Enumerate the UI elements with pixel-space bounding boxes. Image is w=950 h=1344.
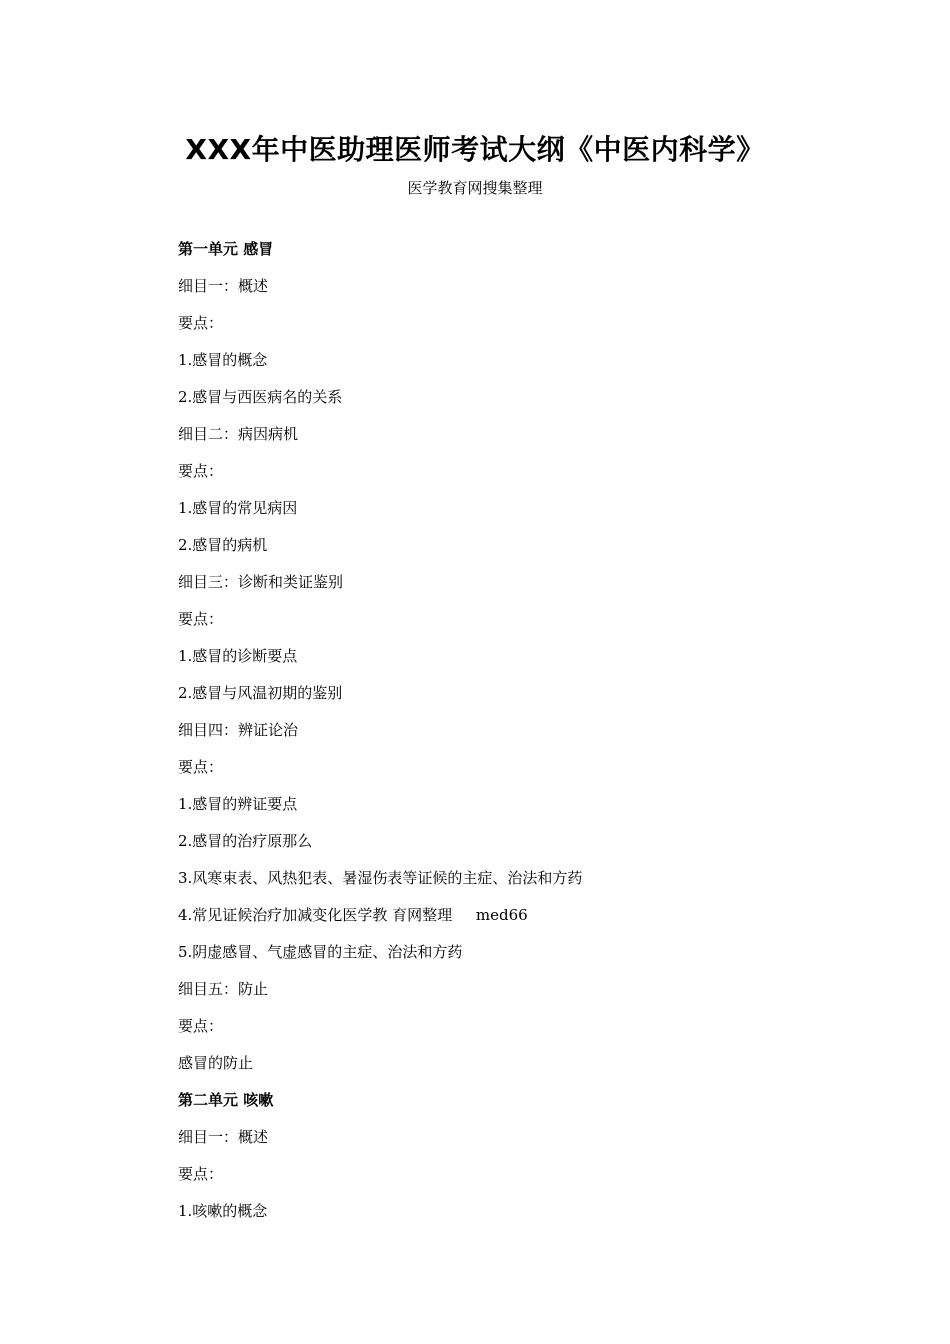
section-heading: 细目三：诊断和类证鉴别 [178, 573, 344, 591]
unit-heading: 第一单元 感冒 [178, 240, 274, 258]
points-label: 要点： [178, 758, 224, 776]
list-item: 1.咳嗽的概念 [178, 1202, 268, 1220]
points-label: 要点： [178, 610, 224, 628]
list-item: 感冒的防止 [178, 1054, 254, 1072]
points-label: 要点： [178, 314, 224, 332]
list-item: 2.感冒与风温初期的鉴别 [178, 684, 343, 702]
list-item: 2.感冒的治疗原那么 [178, 832, 313, 850]
list-item: 5.阴虚感冒、气虚感冒的主症、治法和方药 [178, 943, 463, 961]
points-label: 要点： [178, 1017, 224, 1035]
section-heading: 细目二：病因病机 [178, 425, 299, 443]
section-heading: 细目五：防止 [178, 980, 269, 998]
document-title: XXX年中医助理医师考试大纲《中医内科学》 [185, 133, 765, 166]
list-item: 1.感冒的概念 [178, 351, 268, 369]
list-item: 1.感冒的诊断要点 [178, 647, 298, 665]
section-heading: 细目一：概述 [178, 1128, 269, 1146]
unit-heading: 第二单元 咳嗽 [178, 1091, 274, 1109]
list-item: 2.感冒与西医病名的关系 [178, 388, 343, 406]
points-label: 要点： [178, 462, 224, 480]
points-label: 要点： [178, 1165, 224, 1183]
list-item: 1.感冒的辨证要点 [178, 795, 298, 813]
document-subtitle: 医学教育网搜集整理 [407, 179, 543, 197]
list-item: 4.常见证候治疗加减变化医学教 育网整理 med66 [178, 906, 528, 924]
list-item: 2.感冒的病机 [178, 536, 268, 554]
section-heading: 细目一：概述 [178, 277, 269, 295]
section-heading: 细目四：辨证论治 [178, 721, 299, 739]
list-item: 1.感冒的常见病因 [178, 499, 298, 517]
list-item: 3.风寒束表、风热犯表、暑湿伤表等证候的主症、治法和方药 [178, 869, 583, 887]
document-body [178, 238, 818, 1237]
